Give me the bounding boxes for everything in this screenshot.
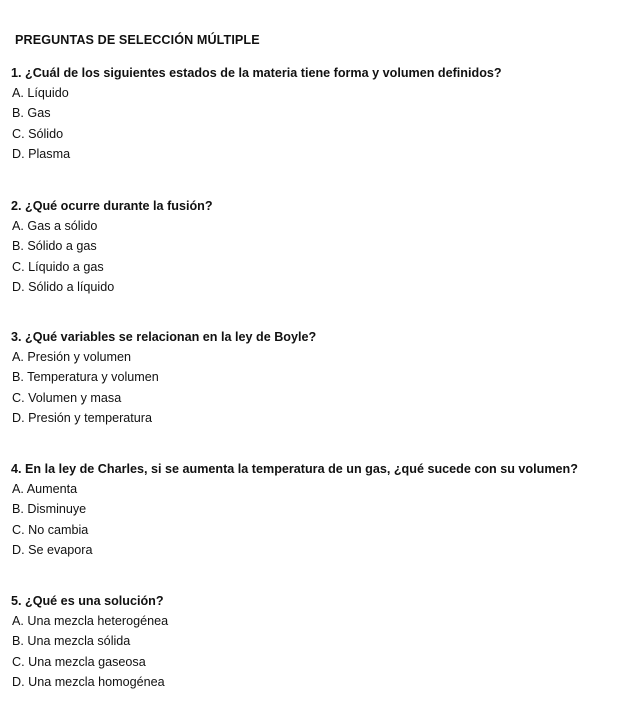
question-block bbox=[11, 196, 636, 297]
question-text: 4. En la ley de Charles, si se aumenta la temperatura de un gas, ¿qué sucede con su volumen? bbox=[11, 462, 578, 476]
question-block bbox=[11, 63, 636, 164]
option-b: B. Una mezcla sólida bbox=[12, 634, 131, 649]
question-text: 1. ¿Cuál de los siguientes estados de la materia tiene forma y volumen definidos? bbox=[11, 66, 502, 80]
option-c: C. Volumen y masa bbox=[12, 390, 122, 405]
option-a: A. Una mezcla heterogénea bbox=[12, 614, 169, 628]
option-d: D. Se evapora bbox=[12, 542, 93, 557]
option-c: C. Sólido bbox=[12, 126, 64, 141]
option-b: B. Disminuye bbox=[12, 502, 87, 517]
question-text: 2. ¿Qué ocurre durante la fusión? bbox=[11, 199, 213, 213]
option-d: D. Presión y temperatura bbox=[12, 410, 152, 425]
question-block bbox=[11, 327, 636, 428]
option-b: B. Gas bbox=[12, 106, 51, 121]
option-a: A. Líquido bbox=[12, 86, 69, 100]
question-text: 3. ¿Qué variables se relacionan en la ley de Boyle? bbox=[11, 330, 317, 344]
option-d: D. Plasma bbox=[12, 146, 71, 161]
question-block bbox=[11, 459, 636, 560]
option-a: A. Aumenta bbox=[12, 482, 78, 496]
option-c: C. Líquido a gas bbox=[12, 259, 104, 274]
option-d: D. Una mezcla homogénea bbox=[12, 674, 165, 689]
option-a: A. Gas a sólido bbox=[12, 219, 98, 233]
question-text: 5. ¿Qué es una solución? bbox=[11, 594, 164, 608]
option-c: C. Una mezcla gaseosa bbox=[12, 654, 146, 669]
option-a: A. Presión y volumen bbox=[12, 350, 131, 364]
option-d: D. Sólido a líquido bbox=[12, 279, 115, 294]
option-c: C. No cambia bbox=[12, 522, 89, 537]
question-block bbox=[11, 591, 636, 692]
page-title: PREGUNTAS DE SELECCIÓN MÚLTIPLE bbox=[15, 33, 260, 47]
option-b: B. Temperatura y volumen bbox=[12, 370, 159, 385]
option-b: B. Sólido a gas bbox=[12, 239, 97, 254]
